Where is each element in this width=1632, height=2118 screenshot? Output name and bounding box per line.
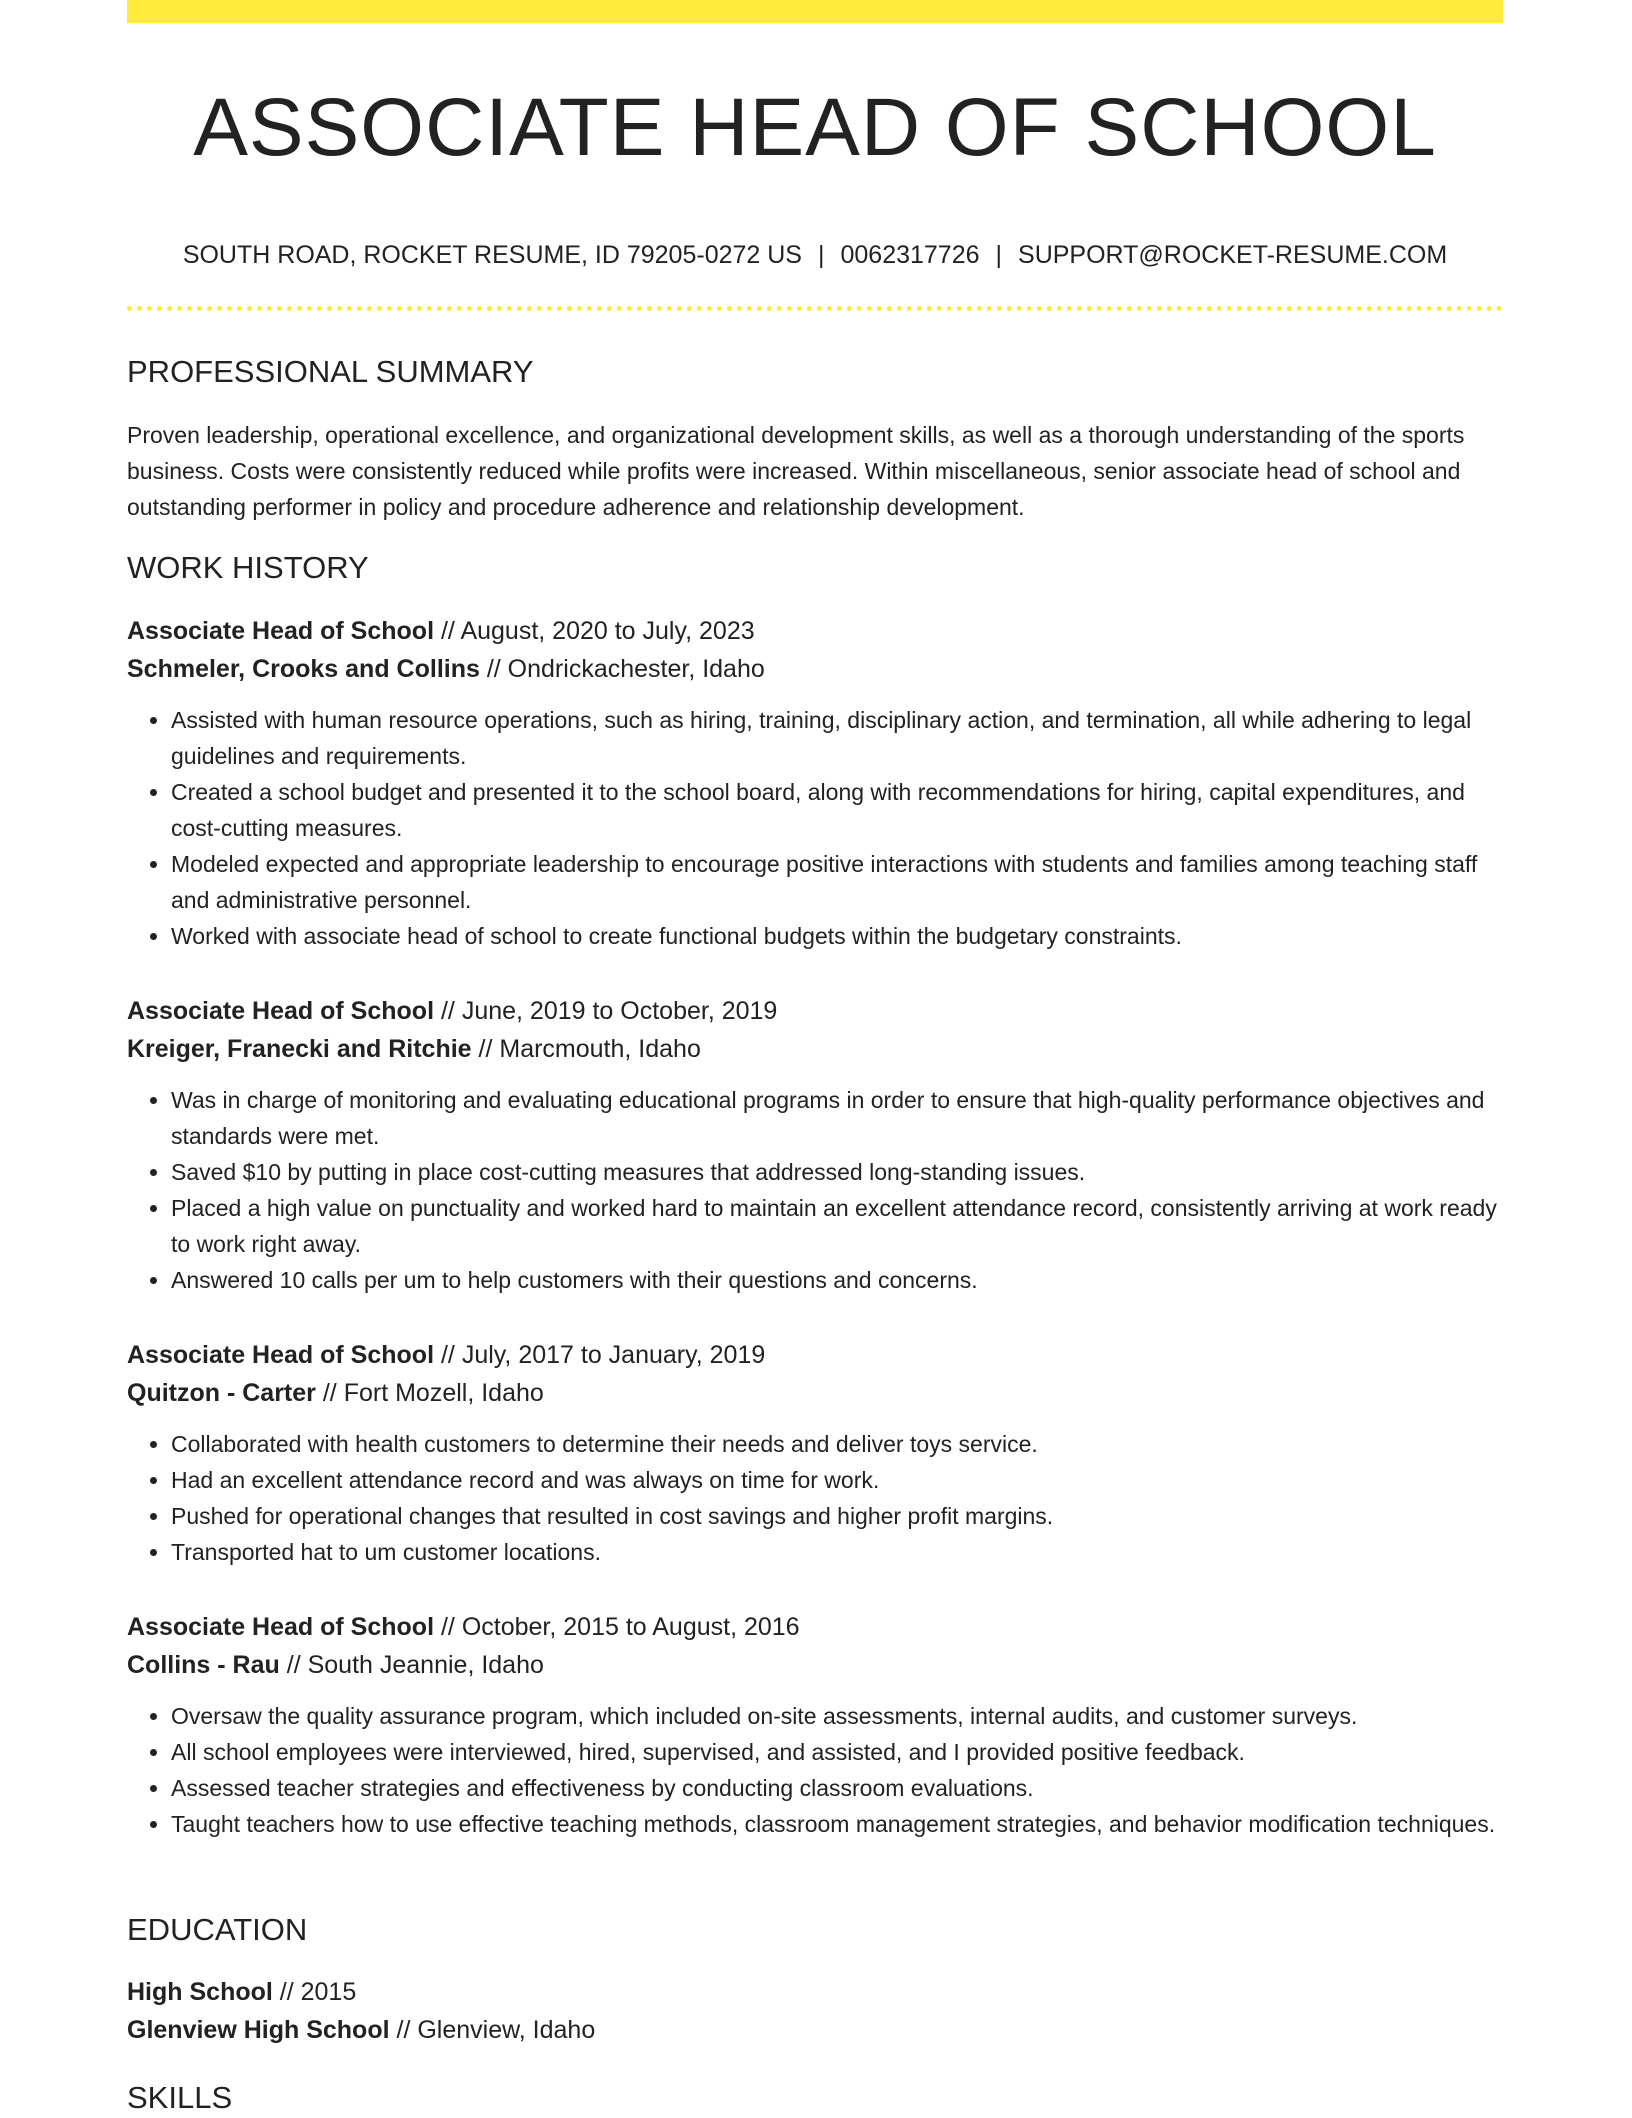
job-company: Quitzon - Carter — [127, 1379, 316, 1407]
job-entry — [127, 992, 1503, 1298]
job-entry — [127, 1608, 1503, 1842]
job-bullet: • All school employees were interviewed, hired, supervised, and assisted, and I provided positive feedback. — [171, 1734, 1503, 1770]
job-role-line — [127, 1336, 1503, 1374]
job-company: Collins - Rau — [127, 1651, 280, 1679]
job-bullet: • Created a school budget and presented it to the school board, along with recommendations for hiring, capital expenditures, and cost-cutting measures. — [171, 774, 1503, 846]
job-location: // South Jeannie, Idaho — [286, 1651, 544, 1679]
dotted-divider — [127, 306, 1503, 311]
accent-bar — [127, 0, 1503, 23]
summary-title: PROFESSIONAL SUMMARY — [127, 354, 534, 389]
education-school-line — [127, 2011, 1503, 2049]
contact-address: SOUTH ROAD, ROCKET RESUME, ID 79205-0272 US — [182, 241, 802, 269]
job-bullets — [127, 702, 1503, 954]
job-bullet: • Collaborated with health customers to determine their needs and deliver toys service. — [171, 1426, 1503, 1462]
job-company: Kreiger, Franecki and Ritchie — [127, 1035, 472, 1063]
job-bullet: • Taught teachers how to use effective teaching methods, classroom management strategies, and behavior modification techniques. — [171, 1806, 1503, 1842]
job-bullets — [127, 1082, 1503, 1298]
job-company-line — [127, 1030, 1503, 1068]
job-company: Schmeler, Crooks and Collins — [127, 655, 480, 683]
job-bullet: • Placed a high value on punctuality and worked hard to maintain an excellent attendance record, consistently arriving at work ready to work right away. — [171, 1190, 1503, 1262]
resume-name: ASSOCIATE HEAD OF SCHOOL — [193, 82, 1437, 173]
work-history-title: WORK HISTORY — [127, 550, 369, 585]
contact-phone: 0062317726 — [840, 241, 980, 269]
job-role: Associate Head of School — [127, 1613, 435, 1641]
education-degree-line — [127, 1973, 1503, 2011]
job-bullets — [127, 1426, 1503, 1570]
job-bullet: • Oversaw the quality assurance program, which included on-site assessments, internal audits, and customer surveys. — [171, 1698, 1503, 1734]
job-location: // Fort Mozell, Idaho — [322, 1379, 544, 1407]
summary-text: Proven leadership, operational excellence, and organizational development skills, as well as a thorough understanding of the sports business. Costs were consistently reduced while profits were increased. Within miscellaneous, senior associate head of school and outstanding performer in policy and procedure adherence and relationship development. — [127, 422, 1465, 520]
education-location: // Glenview, Idaho — [396, 2016, 596, 2044]
job-dates: // October, 2015 to August, 2016 — [440, 1613, 800, 1641]
job-entry — [127, 1336, 1503, 1570]
education-year: // 2015 — [279, 1978, 357, 2006]
job-bullets — [127, 1698, 1503, 1842]
skills-title: SKILLS — [127, 2080, 233, 2115]
job-role-line — [127, 992, 1503, 1030]
job-bullet: • Answered 10 calls per um to help customers with their questions and concerns. — [171, 1262, 1503, 1298]
job-bullet: • Pushed for operational changes that resulted in cost savings and higher profit margins. — [171, 1498, 1503, 1534]
job-role: Associate Head of School — [127, 617, 435, 645]
job-bullet: • Assessed teacher strategies and effectiveness by conducting classroom evaluations. — [171, 1770, 1503, 1806]
contact-separator: | — [817, 241, 825, 269]
job-bullet: • Was in charge of monitoring and evaluating educational programs in order to ensure that high-quality performance objectives and standards were met. — [171, 1082, 1503, 1154]
education-title: EDUCATION — [127, 1912, 308, 1947]
education-entry — [127, 1973, 1503, 2049]
job-company-line — [127, 1646, 1503, 1684]
job-bullet: • Modeled expected and appropriate leadership to encourage positive interactions with students and families among teaching staff and administrative personnel. — [171, 846, 1503, 918]
job-company-line — [127, 1374, 1503, 1412]
contact-separator: | — [995, 241, 1003, 269]
job-bullet: • Saved $10 by putting in place cost-cutting measures that addressed long-standing issues. — [171, 1154, 1503, 1190]
job-location: // Marcmouth, Idaho — [478, 1035, 701, 1063]
education-school: Glenview High School — [127, 2016, 390, 2044]
job-role: Associate Head of School — [127, 1341, 435, 1369]
job-location: // Ondrickachester, Idaho — [486, 655, 765, 683]
job-dates: // June, 2019 to October, 2019 — [440, 997, 778, 1025]
job-role-line — [127, 1608, 1503, 1646]
contact-line — [127, 238, 1503, 272]
job-dates: // August, 2020 to July, 2023 — [440, 617, 755, 645]
job-bullet: • Worked with associate head of school to create functional budgets within the budgetary constraints. — [171, 918, 1503, 954]
job-bullet: • Assisted with human resource operations, such as hiring, training, disciplinary action, and termination, all while adhering to legal guidelines and requirements. — [171, 702, 1503, 774]
job-entry — [127, 612, 1503, 954]
education-degree: High School — [127, 1978, 273, 2006]
job-company-line — [127, 650, 1503, 688]
job-dates: // July, 2017 to January, 2019 — [440, 1341, 766, 1369]
job-bullet: • Had an excellent attendance record and was always on time for work. — [171, 1462, 1503, 1498]
job-role: Associate Head of School — [127, 997, 435, 1025]
job-role-line — [127, 612, 1503, 650]
contact-email: SUPPORT@ROCKET-RESUME.COM — [1018, 241, 1448, 269]
job-bullet: • Transported hat to um customer locations. — [171, 1534, 1503, 1570]
